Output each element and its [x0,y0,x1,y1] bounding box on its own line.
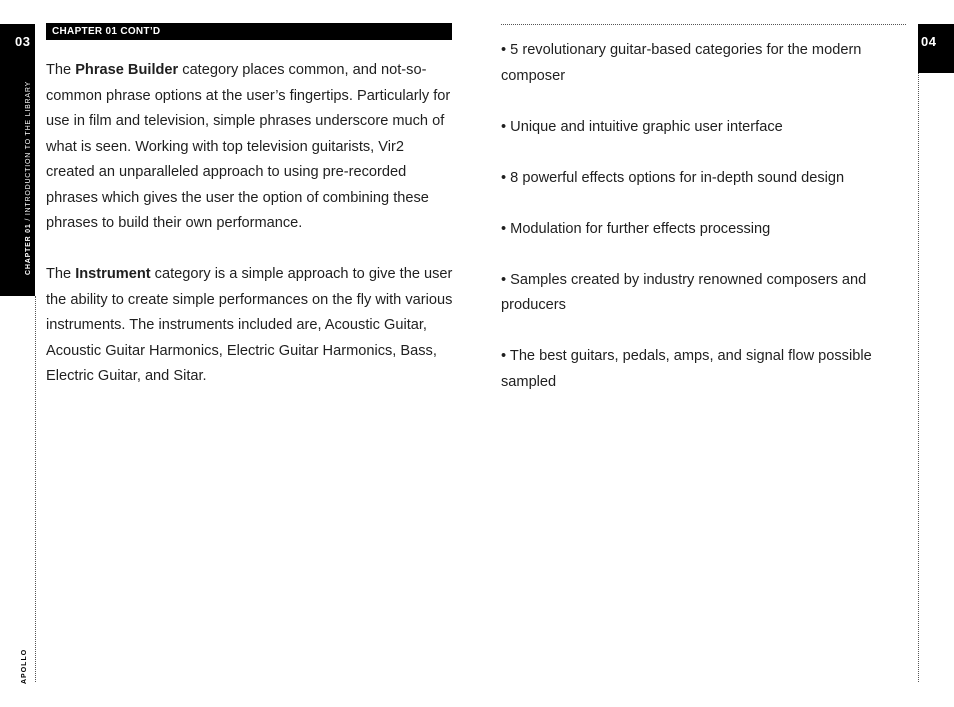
left-column [46,58,454,415]
feature-item: • The best guitars, pedals, amps, and signal flow possible sampled [501,348,872,390]
paragraph-text: category places common, and not-so-common phrase options at the user’s fingertips. Particularly for use in film and television, simple phrases underscore much of what is seen. Working with top television guitarists, Vir2 created an unparalleled approach to using pre-recorded phrases which gives the user the option of combining these phrases to build their own performance. [46,62,451,231]
feature-list [501,38,907,421]
phrase-builder-paragraph [46,58,454,237]
feature-item: • Samples created by industry renowned composers and producers [501,271,867,313]
rail-chapter: CHAPTER 01 [25,223,32,275]
left-divider [35,296,36,682]
instrument-paragraph [46,262,454,390]
feature-item: • 8 powerful effects options for in-depth sound design [501,169,845,186]
chapter-header: CHAPTER 01 CONT’D [46,23,452,40]
chapter-rail-label [25,81,32,275]
brand-label: APOLLO [21,648,28,684]
paragraph-text: category is a simple approach to give the user the ability to create simple performances on the fly with various instruments. The instruments included are, Acoustic Guitar, Acoustic Guitar Harmonics, Electric Guitar Harmonics, Bass, Electric Guitar, and Sitar. [46,266,453,384]
feature-item: • Unique and intuitive graphic user interface [501,118,783,135]
phrase-builder-term: Phrase Builder [75,62,179,78]
right-divider [918,73,919,682]
feature-item: • Modulation for further effects processing [501,220,771,237]
right-top-divider [501,24,906,25]
page-number-left: 03 [15,34,31,49]
instrument-term: Instrument [75,266,151,282]
paragraph-text: The [46,62,76,78]
rail-section: / INTRODUCTION TO THE LIBRARY [25,80,32,224]
paragraph-text: The [46,266,76,282]
feature-item: • 5 revolutionary guitar-based categories for the modern composer [501,42,862,84]
page-number-right: 04 [921,34,937,49]
